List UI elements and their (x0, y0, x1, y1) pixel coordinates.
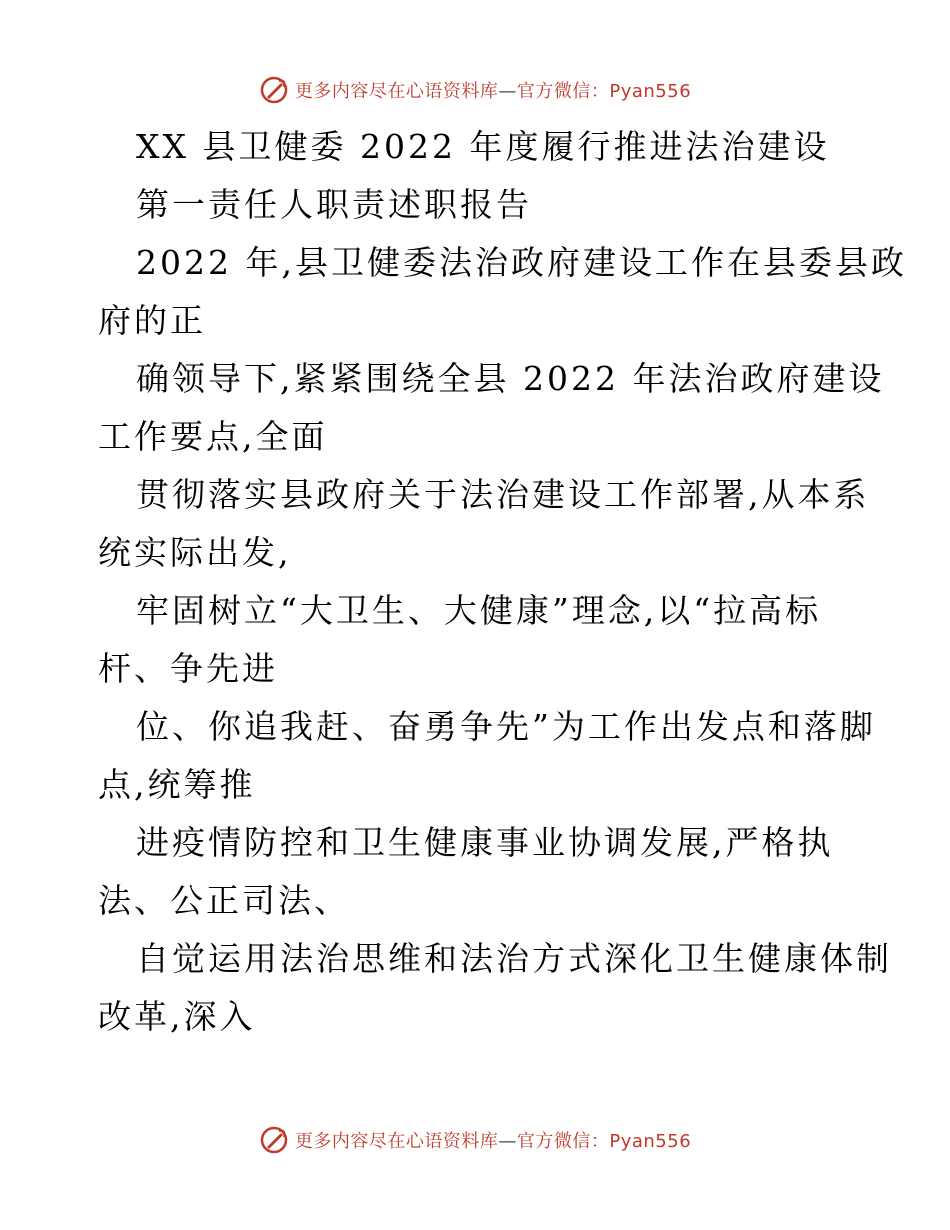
watermark-wechat-label: 官方微信： (516, 1131, 610, 1152)
footer-watermark-banner (0, 1120, 950, 1160)
watermark-wechat-label: 官方微信： (516, 81, 610, 102)
document-line: 点,统筹推 (98, 765, 256, 804)
document-line: 进疫情防控和卫生健康事业协调发展,严格执 (136, 823, 834, 862)
document-line: 确领导下,紧紧围绕全县 2022 年法治政府建设 (136, 359, 885, 398)
watermark-separator: — (498, 1131, 517, 1152)
watermark-wechat-id: Pyan556 (609, 81, 692, 102)
watermark-main-text: 更多内容尽在心语资料库 (294, 1131, 499, 1152)
document-line: XX 县卫健委 2022 年度履行推进法治建设 (136, 127, 830, 166)
document-line: 贯彻落实县政府关于法治建设工作部署,从本系 (136, 475, 870, 514)
document-line: 府的正 (98, 301, 206, 340)
watermark-text (295, 1127, 691, 1153)
document-line: 统实际出发, (98, 533, 292, 572)
document-line: 杆、争先进 (98, 649, 278, 688)
watermark-main-text: 更多内容尽在心语资料库 (294, 81, 499, 102)
quill-logo-icon (259, 1125, 289, 1155)
watermark-separator: — (498, 81, 517, 102)
document-line: 工作要点,全面 (98, 417, 328, 456)
watermark-wechat-id: Pyan556 (609, 1131, 692, 1152)
watermark-text (295, 77, 691, 103)
document-line: 法、公正司法、 (98, 881, 350, 920)
document-body (98, 118, 907, 1046)
document-line: 改革,深入 (98, 997, 256, 1036)
quill-logo-icon (259, 75, 289, 105)
document-line: 第一责任人职责述职报告 (136, 185, 532, 224)
document-line: 自觉运用法治思维和法治方式深化卫生健康体制 (136, 939, 892, 978)
document-line: 2022 年,县卫健委法治政府建设工作在县委县政 (136, 243, 907, 282)
document-line: 位、你追我赶、奋勇争先”为工作出发点和落脚 (136, 707, 876, 746)
document-line: 牢固树立“大卫生、大健康”理念,以“拉高标 (136, 591, 822, 630)
header-watermark-banner (0, 70, 950, 110)
